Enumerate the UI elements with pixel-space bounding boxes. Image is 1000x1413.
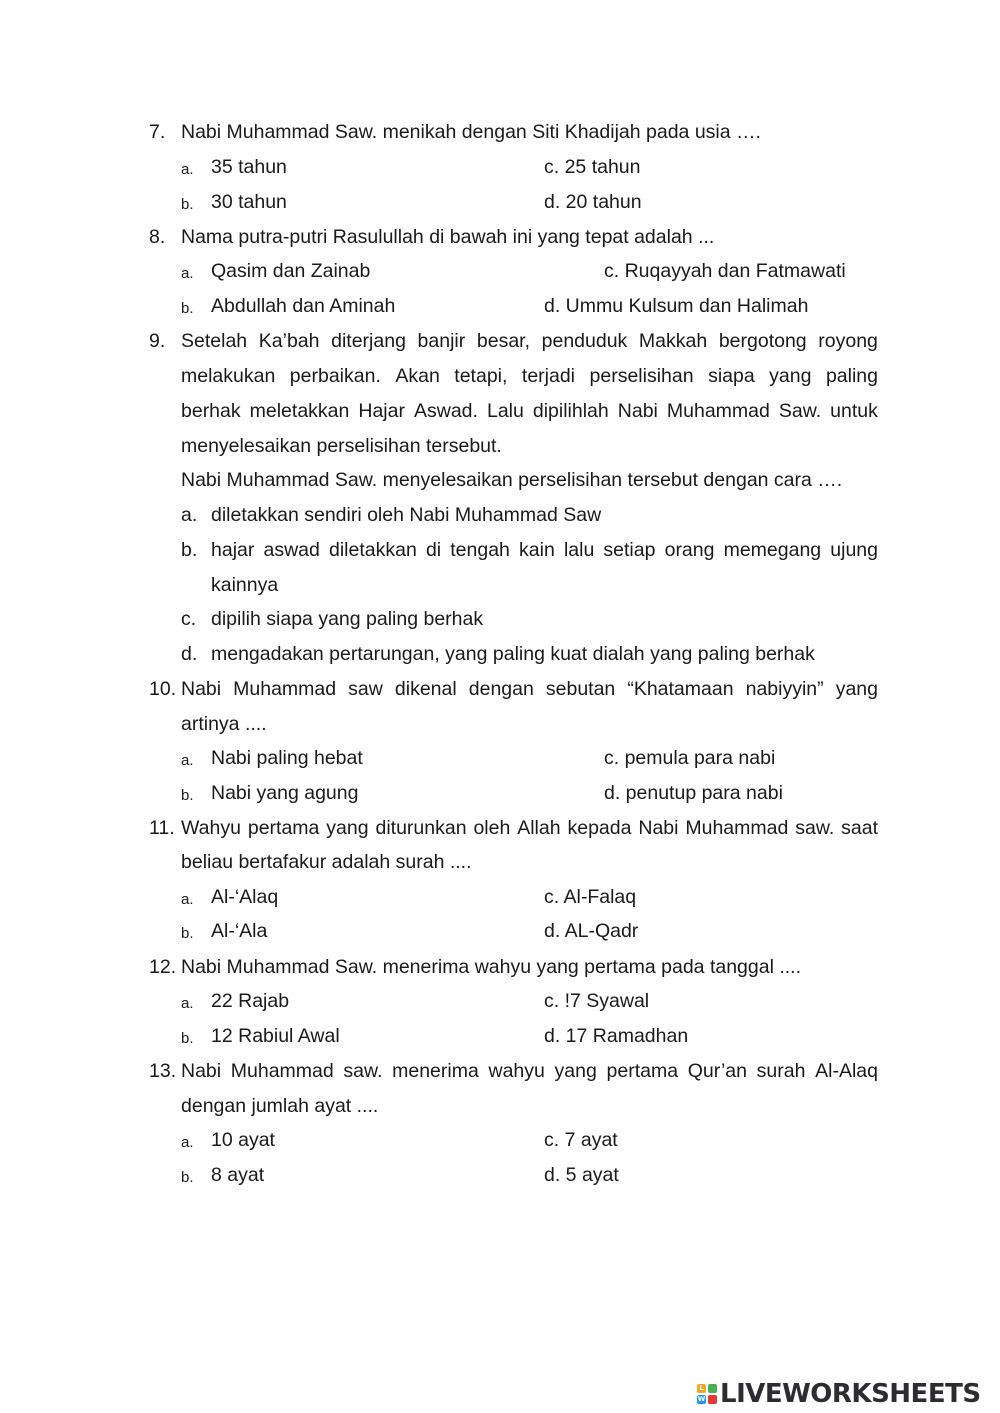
word: berhak (181, 400, 241, 422)
question-text-line (181, 677, 878, 701)
word: Al-Alaq (815, 1060, 878, 1082)
question-number: 12. (149, 956, 177, 978)
option-b[interactable]: 8 ayat (211, 1164, 265, 1186)
word: orang (664, 539, 715, 561)
option-letter: a. (181, 161, 194, 178)
word: dipilihlah (532, 400, 609, 422)
word: Nabi (181, 678, 222, 700)
option-c[interactable]: c. 25 tahun (544, 156, 641, 178)
option-d[interactable]: d. penutup para nabi (604, 782, 783, 804)
option-letter: b. (181, 925, 194, 942)
option-b-continued[interactable]: kainnya (211, 574, 279, 596)
question-number: 10. (149, 678, 177, 700)
word: bergotong (718, 330, 807, 352)
option-letter: a. (181, 995, 194, 1012)
word: Nabi (181, 1060, 222, 1082)
word: diterjang (331, 330, 406, 352)
word: penduduk (541, 330, 628, 352)
word: diletakkan (329, 539, 417, 561)
word: pertama (247, 817, 320, 839)
option-d[interactable]: d. 20 tahun (544, 191, 642, 213)
word: banjir (417, 330, 466, 352)
word: wahyu (488, 1060, 545, 1082)
word: kepada (567, 817, 632, 839)
word: saw. (343, 1060, 383, 1082)
question-text-line: menyelesaikan perselisihan tersebut. (181, 435, 502, 457)
word: royong (818, 330, 878, 352)
question-number: 7. (149, 121, 166, 143)
word: Muhammad (230, 1060, 334, 1082)
word: Lalu (486, 400, 524, 422)
word: dengan (468, 678, 534, 700)
word: Qur’an (687, 1060, 747, 1082)
word: kain (519, 539, 555, 561)
option-d[interactable]: d. Ummu Kulsum dan Halimah (544, 295, 809, 317)
word: Saw. (778, 400, 822, 422)
option-c[interactable]: c. pemula para nabi (604, 747, 776, 769)
question-text-line: artinya .... (181, 713, 267, 735)
question-text-line (181, 816, 878, 840)
option-a[interactable]: Qasim dan Zainab (211, 260, 371, 282)
word: setiap (603, 539, 656, 561)
word: oleh (473, 817, 511, 839)
word: paling (825, 365, 878, 387)
word: aswad (263, 539, 320, 561)
question-text: Nabi Muhammad Saw. menerima wahyu yang pertama pada tanggal .... (181, 956, 802, 978)
option-d[interactable]: mengadakan pertarungan, yang paling kuat dialah yang paling berhak (211, 643, 815, 665)
question-text-line (181, 329, 878, 353)
word: pertama (606, 1060, 679, 1082)
option-letter: d. (181, 643, 198, 665)
word: Setelah (181, 330, 248, 352)
question-number: 11. (149, 817, 175, 839)
question-text-line (181, 1059, 878, 1083)
option-letter: a. (181, 265, 194, 282)
option-letter: b. (181, 300, 194, 317)
question-text: Nama putra-putri Rasulullah di bawah ini yang tepat adalah ... (181, 226, 715, 248)
liveworksheets-logo[interactable] (697, 1378, 981, 1410)
option-d[interactable]: d. 17 Ramadhan (544, 1025, 689, 1047)
logo-square (708, 1384, 717, 1393)
word: terjadi (521, 365, 576, 387)
option-c[interactable]: c. !7 Syawal (544, 990, 650, 1012)
option-c[interactable]: c. 7 ayat (544, 1129, 618, 1151)
question-text-line: dengan jumlah ayat .... (181, 1095, 379, 1117)
word: perselisihan (589, 365, 694, 387)
question-text: Nabi Muhammad Saw. menikah dengan Siti Khadijah pada usia …. (181, 121, 761, 143)
word: memegang (723, 539, 822, 561)
option-letter: b. (181, 787, 194, 804)
word: hajar (211, 539, 255, 561)
option-c[interactable]: dipilih siapa yang paling berhak (211, 608, 484, 630)
option-c[interactable]: c. Al-Falaq (544, 886, 637, 908)
option-letter: b. (181, 196, 194, 213)
word: sebutan (545, 678, 616, 700)
word: diturunkan (375, 817, 467, 839)
word: Muhammad (233, 678, 337, 700)
word: Aswad. (414, 400, 478, 422)
word: Muhammad (685, 817, 789, 839)
logo-square: W (697, 1395, 706, 1403)
question-number: 9. (149, 330, 166, 352)
option-letter: b. (181, 539, 198, 561)
word: nabiyyin” (745, 678, 824, 700)
word: yang (769, 365, 812, 387)
option-a[interactable]: diletakkan sendiri oleh Nabi Muhammad Saw (211, 504, 602, 526)
word: surah (756, 1060, 806, 1082)
word: saat (841, 817, 878, 839)
word: besar, (476, 330, 530, 352)
logo-square: L (697, 1384, 706, 1393)
word: ujung (830, 539, 878, 561)
option-letter: b. (181, 1030, 194, 1047)
word: dikenal (394, 678, 457, 700)
option-b[interactable]: 12 Rabiul Awal (211, 1025, 340, 1047)
question-text-line: beliau bertafakur adalah surah .... (181, 851, 472, 873)
word: saw (348, 678, 383, 700)
word: tetapi, (454, 365, 508, 387)
option-a[interactable]: 22 Rajab (211, 990, 290, 1012)
question-number: 13. (149, 1060, 177, 1082)
option-b[interactable]: Abdullah dan Aminah (211, 295, 396, 317)
question-number: 8. (149, 226, 166, 248)
word: di (425, 539, 442, 561)
question-prompt: Nabi Muhammad Saw. menyelesaikan perselisihan tersebut dengan cara …. (181, 469, 843, 491)
word: menerima (392, 1060, 479, 1082)
option-b[interactable]: 30 tahun (211, 191, 287, 213)
option-a[interactable]: 35 tahun (211, 156, 287, 178)
question-text-line (181, 364, 878, 388)
word: yang (835, 678, 878, 700)
option-letter: b. (181, 1169, 194, 1186)
word: perbaikan. (289, 365, 381, 387)
option-d[interactable]: d. 5 ayat (544, 1164, 619, 1186)
word: Nabi (617, 400, 658, 422)
word: melakukan (181, 365, 276, 387)
word: Allah (517, 817, 561, 839)
word: untuk (830, 400, 878, 422)
option-a[interactable]: Nabi paling hebat (211, 747, 363, 769)
option-c[interactable]: c. Ruqayyah dan Fatmawati (604, 260, 846, 282)
word: meletakkan (249, 400, 350, 422)
option-b[interactable]: Nabi yang agung (211, 782, 359, 804)
word: tengah (450, 539, 510, 561)
option-b[interactable]: Al-‘Ala (211, 920, 268, 942)
word: Makkah (638, 330, 708, 352)
question-text-line (181, 399, 878, 423)
option-letter: a. (181, 752, 194, 769)
option-letter: a. (181, 1134, 194, 1151)
word: Hajar (358, 400, 405, 422)
word: Ka’bah (258, 330, 320, 352)
option-b[interactable] (211, 538, 878, 562)
word: lalu (563, 539, 595, 561)
word: siapa (708, 365, 755, 387)
word: Nabi (638, 817, 679, 839)
option-letter: a. (181, 504, 198, 526)
option-letter: a. (181, 891, 194, 908)
option-a[interactable]: 10 ayat (211, 1129, 275, 1151)
word: yang (326, 817, 369, 839)
logo-square (708, 1395, 717, 1404)
word: yang (554, 1060, 597, 1082)
brand-name: LIVEWORKSHEETS (720, 1379, 981, 1409)
option-a[interactable]: Al-‘Alaq (211, 886, 279, 908)
word: Wahyu (181, 817, 241, 839)
word: Akan (395, 365, 440, 387)
option-d[interactable]: d. AL-Qadr (544, 920, 639, 942)
word: Muhammad (666, 400, 770, 422)
option-letter: c. (181, 608, 197, 630)
word: saw. (795, 817, 835, 839)
word: “Khatamaan (627, 678, 734, 700)
logo-icon (697, 1384, 717, 1404)
